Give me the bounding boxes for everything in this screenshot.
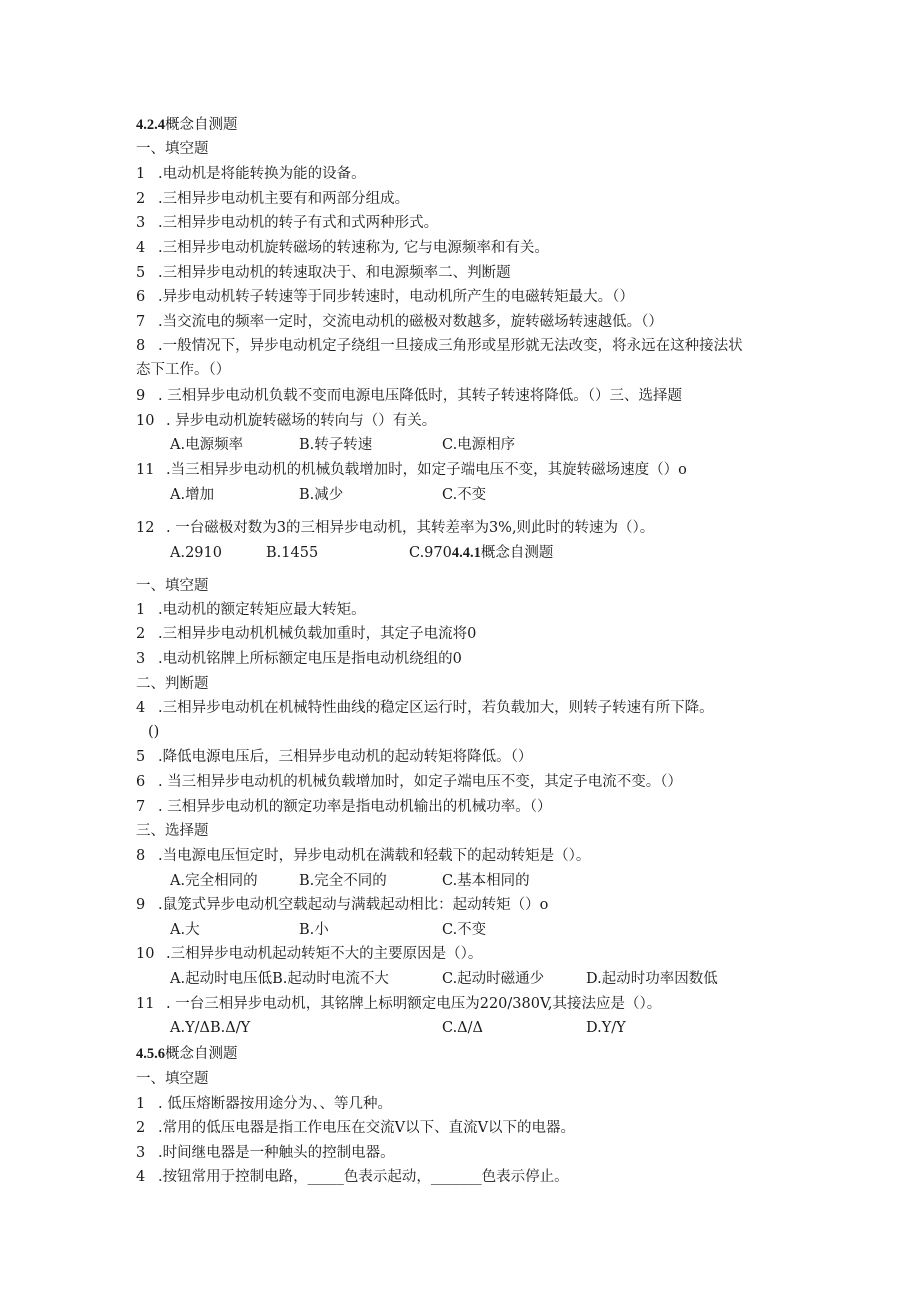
question-item: 2 .三相异步电动机机械负载加重时，其定子电流将0: [136, 626, 477, 642]
question-item: 9 .鼠笼式异步电动机空载起动与满载起动相比：起动转矩（）o: [136, 897, 549, 913]
question-item: 1 .电动机是将能转换为能的设备。: [136, 166, 366, 182]
option-c-with-heading: C.9704.4.1概念自测题: [409, 545, 554, 561]
option-c: C.电源相序: [442, 437, 516, 453]
question-item: 5 .三相异步电动机的转速取决于、和电源频率二、判断题: [136, 265, 511, 281]
blank-line: _____: [307, 1169, 344, 1185]
option-a: A.大: [170, 922, 200, 938]
question-item: 10 .三相异步电动机起动转矩不大的主要原因是（）。: [136, 946, 483, 962]
section-heading-4-5-6: [136, 1044, 238, 1064]
question-item: 6 . 当三相异步电动机的机械负载增加时，如定子端电压不变，其定子电流不变。（）: [136, 774, 682, 790]
question-item: 7 .当交流电的频率一定时，交流电动机的磁极对数越多，旋转磁场转速越低。（）: [136, 314, 663, 330]
heading-number: 4.5.6: [136, 1046, 165, 1062]
question-item: 4 .三相异步电动机在机械特性曲线的稳定区运行时，若负载加大，则转子转速有所下降。: [136, 700, 714, 716]
option-c: C.起动时磁通少: [442, 971, 545, 987]
heading-number: 4.2.4: [136, 117, 165, 133]
option-b: B.完全不同的: [299, 873, 387, 889]
fill-blank-title: 一、填空题: [136, 141, 209, 157]
option-a: A.电源频率: [170, 437, 244, 453]
section-heading-4-2-4: [136, 115, 238, 135]
option-c: C.不变: [442, 487, 487, 503]
question-item: 12 . 一台磁极对数为3的三相异步电动机，其转差率为3%,则此时的转速为（）。: [136, 520, 655, 536]
question-item: 4 .三相异步电动机旋转磁场的转速称为, 它与电源频率和有关。: [136, 240, 549, 256]
question-item: 5 .降低电源电压后，三相异步电动机的起动转矩将降低。（）: [136, 749, 533, 765]
option-b: B.减少: [299, 487, 344, 503]
question-item: 3 .时间继电器是一种触头的控制电器。: [136, 1145, 395, 1161]
option-b: B.1455: [266, 545, 319, 561]
option-d: D.Y/Y: [586, 1020, 626, 1036]
question-item: 9 . 三相异步电动机负载不变而电源电压降低时，其转子转速将降低。（）三、选择题: [136, 388, 682, 404]
question-item: 7 . 三相异步电动机的额定功率是指电动机输出的机械功率。（）: [136, 799, 552, 815]
heading-text: 概念自测题: [165, 117, 238, 133]
question-item: 11 .当三相异步电动机的机械负载增加时，如定子端电压不变，其旋转磁场速度（）o: [136, 462, 687, 478]
option-a: A.完全相同的: [170, 873, 258, 889]
question-item: 8 .当电源电压恒定时，异步电动机在满载和轻载下的起动转矩是（）。: [136, 848, 591, 864]
question-continuation: 态下工作。（）: [136, 362, 231, 378]
option-a: A.增加: [170, 487, 215, 503]
option-ab: A.Y/ΔB.Δ/Y: [170, 1020, 251, 1036]
fill-blank-title: 一、填空题: [136, 1071, 209, 1087]
heading-text: 概念自测题: [165, 1046, 238, 1062]
option-b: B.小: [299, 922, 329, 938]
option-ab: A.起动时电压低B.起动时电流不大: [170, 971, 389, 987]
question-item: 6 .异步电动机转子转速等于同步转速时，电动机所产生的电磁转矩最大。（）: [136, 289, 634, 305]
question-item: 4 .按钮常用于控制电路，_____色表示起动，_______色表示停止。: [136, 1169, 569, 1185]
judge-title: 二、判断题: [136, 676, 209, 692]
question-item: 3 .电动机铭牌上所标额定电压是指电动机绕组的0: [136, 651, 462, 667]
question-item: 10 . 异步电动机旋转磁场的转向与（）有关。: [136, 413, 437, 429]
option-b: B.转子转速: [299, 437, 373, 453]
blank-line: _______: [430, 1169, 482, 1185]
question-item: 1 .电动机的额定转矩应最大转矩。: [136, 602, 366, 618]
heading-text: 概念自测题: [480, 545, 554, 561]
option-a: A.2910: [170, 545, 222, 561]
question-item: 3 .三相异步电动机的转子有式和式两种形式。: [136, 215, 439, 231]
fill-blank-title: 一、填空题: [136, 578, 209, 594]
question-item: 2 .常用的低压电器是指工作电压在交流V以下、直流V以下的电器。: [136, 1120, 576, 1136]
option-c: C.Δ/Δ: [442, 1020, 484, 1036]
question-item: 2 .三相异步电动机主要有和两部分组成。: [136, 191, 410, 207]
option-d: D.起动时功率因数低: [586, 971, 718, 987]
question-item: 11 . 一台三相异步电动机，其铭牌上标明额定电压为220/380V,其接法应是（）。: [136, 996, 662, 1012]
option-c: C.不变: [442, 922, 487, 938]
question-item: 8 .一般情况下，异步电动机定子绕组一旦接成三角形或星形就无法改变，将永远在这种接法状: [136, 338, 743, 354]
heading-number: 4.4.1: [451, 545, 481, 561]
option-c: C.基本相同的: [442, 873, 530, 889]
question-item: 1 . 低压熔断器按用途分为、、等几种。: [136, 1096, 392, 1112]
choice-title: 三、选择题: [136, 823, 209, 839]
question-continuation: (): [148, 724, 160, 740]
